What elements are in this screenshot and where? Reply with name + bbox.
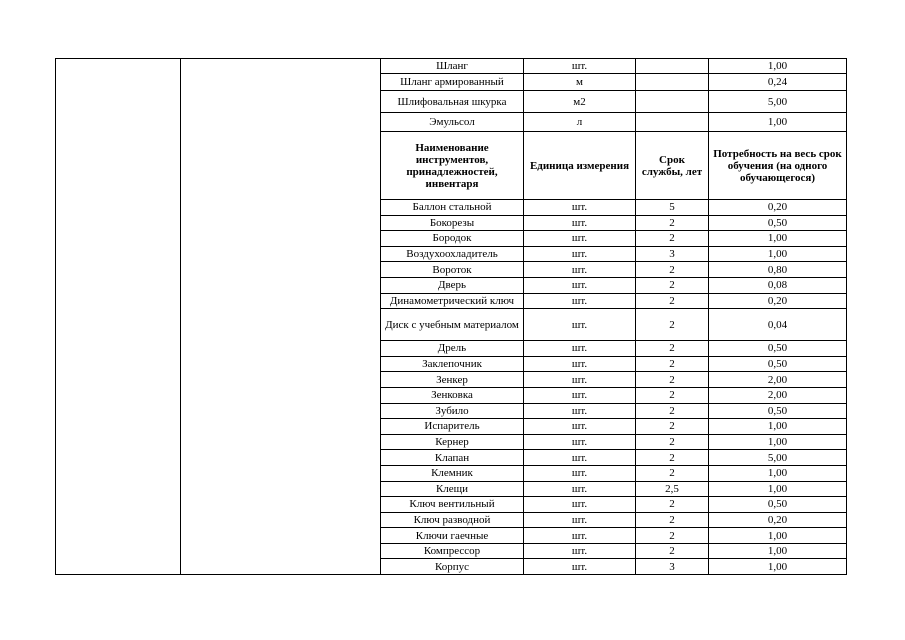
tool-quantity: 2,00	[709, 372, 847, 388]
tool-unit: шт.	[524, 341, 636, 357]
tool-service-life: 2	[636, 419, 709, 435]
empty-column-2	[181, 59, 381, 575]
item-unit: м	[524, 74, 636, 91]
tool-service-life: 2	[636, 403, 709, 419]
tool-service-life: 2,5	[636, 481, 709, 497]
tool-quantity: 0,80	[709, 262, 847, 278]
header-unit: Единица измерения	[524, 132, 636, 200]
tool-service-life: 2	[636, 387, 709, 403]
tool-quantity: 1,00	[709, 246, 847, 262]
tool-unit: шт.	[524, 559, 636, 575]
item-service-life	[636, 113, 709, 132]
tool-service-life: 2	[636, 372, 709, 388]
header-quantity: Потребность на весь срок обучения (на одного обучающегося)	[709, 132, 847, 200]
tool-unit: шт.	[524, 387, 636, 403]
tool-service-life: 2	[636, 543, 709, 559]
tool-unit: шт.	[524, 309, 636, 341]
tool-name: Дверь	[381, 277, 524, 293]
tool-quantity: 1,00	[709, 559, 847, 575]
tool-name: Диск с учебным материалом	[381, 309, 524, 341]
tool-quantity: 0,04	[709, 309, 847, 341]
tool-service-life: 3	[636, 559, 709, 575]
tool-quantity: 1,00	[709, 419, 847, 435]
tool-service-life: 2	[636, 215, 709, 231]
tool-unit: шт.	[524, 465, 636, 481]
tool-service-life: 2	[636, 528, 709, 544]
tool-name: Клапан	[381, 450, 524, 466]
tool-unit: шт.	[524, 543, 636, 559]
item-name: Шланг	[381, 59, 524, 74]
item-service-life	[636, 74, 709, 91]
table-row	[56, 59, 847, 74]
tool-unit: шт.	[524, 512, 636, 528]
tool-unit: шт.	[524, 246, 636, 262]
item-name: Эмульсол	[381, 113, 524, 132]
header-service-life: Срок службы, лет	[636, 132, 709, 200]
tool-name: Динамометрический ключ	[381, 293, 524, 309]
tool-quantity: 2,00	[709, 387, 847, 403]
tool-quantity: 1,00	[709, 528, 847, 544]
tool-name: Зубило	[381, 403, 524, 419]
empty-column-1	[56, 59, 181, 575]
tool-quantity: 5,00	[709, 450, 847, 466]
tool-unit: шт.	[524, 200, 636, 216]
tool-service-life: 2	[636, 434, 709, 450]
tool-quantity: 0,50	[709, 403, 847, 419]
tool-unit: шт.	[524, 262, 636, 278]
tool-quantity: 0,20	[709, 200, 847, 216]
tool-quantity: 0,08	[709, 277, 847, 293]
tool-unit: шт.	[524, 372, 636, 388]
tool-name: Вороток	[381, 262, 524, 278]
item-quantity: 5,00	[709, 91, 847, 113]
tool-name: Ключ разводной	[381, 512, 524, 528]
tool-name: Корпус	[381, 559, 524, 575]
tool-unit: шт.	[524, 434, 636, 450]
tool-service-life: 2	[636, 262, 709, 278]
tool-name: Воздухоохладитель	[381, 246, 524, 262]
tool-name: Заклепочник	[381, 356, 524, 372]
item-quantity: 1,00	[709, 59, 847, 74]
tool-unit: шт.	[524, 277, 636, 293]
tool-name: Компрессор	[381, 543, 524, 559]
tool-unit: шт.	[524, 419, 636, 435]
tool-quantity: 1,00	[709, 434, 847, 450]
tool-quantity: 1,00	[709, 481, 847, 497]
tool-unit: шт.	[524, 403, 636, 419]
item-service-life	[636, 59, 709, 74]
item-unit: м2	[524, 91, 636, 113]
item-quantity: 1,00	[709, 113, 847, 132]
tool-name: Баллон стальной	[381, 200, 524, 216]
tool-name: Клещи	[381, 481, 524, 497]
tool-unit: шт.	[524, 215, 636, 231]
tool-name: Зенковка	[381, 387, 524, 403]
item-unit: шт.	[524, 59, 636, 74]
tool-unit: шт.	[524, 231, 636, 247]
tool-name: Ключ вентильный	[381, 497, 524, 513]
tool-unit: шт.	[524, 356, 636, 372]
tool-service-life: 2	[636, 309, 709, 341]
tool-service-life: 3	[636, 246, 709, 262]
tool-name: Испаритель	[381, 419, 524, 435]
item-quantity: 0,24	[709, 74, 847, 91]
tool-quantity: 1,00	[709, 543, 847, 559]
tool-service-life: 2	[636, 356, 709, 372]
tool-quantity: 0,50	[709, 215, 847, 231]
tool-unit: шт.	[524, 450, 636, 466]
item-unit: л	[524, 113, 636, 132]
tool-unit: шт.	[524, 481, 636, 497]
tool-name: Бородок	[381, 231, 524, 247]
tool-unit: шт.	[524, 528, 636, 544]
tool-quantity: 0,20	[709, 512, 847, 528]
tool-service-life: 2	[636, 465, 709, 481]
requirements-table	[55, 58, 847, 575]
tool-name: Бокорезы	[381, 215, 524, 231]
tool-name: Клемник	[381, 465, 524, 481]
tool-quantity: 1,00	[709, 465, 847, 481]
tool-quantity: 1,00	[709, 231, 847, 247]
item-service-life	[636, 91, 709, 113]
tool-name: Ключи гаечные	[381, 528, 524, 544]
tool-name: Зенкер	[381, 372, 524, 388]
tool-service-life: 2	[636, 450, 709, 466]
tool-service-life: 2	[636, 277, 709, 293]
tool-quantity: 0,20	[709, 293, 847, 309]
tool-service-life: 5	[636, 200, 709, 216]
tool-name: Кернер	[381, 434, 524, 450]
tool-service-life: 2	[636, 512, 709, 528]
tool-service-life: 2	[636, 293, 709, 309]
item-name: Шлифовальная шкурка	[381, 91, 524, 113]
tool-service-life: 2	[636, 231, 709, 247]
header-name: Наименование инструментов, принадлежностей, инвентаря	[381, 132, 524, 200]
item-name: Шланг армированный	[381, 74, 524, 91]
tool-service-life: 2	[636, 341, 709, 357]
tool-quantity: 0,50	[709, 497, 847, 513]
tool-unit: шт.	[524, 497, 636, 513]
tool-service-life: 2	[636, 497, 709, 513]
tool-quantity: 0,50	[709, 341, 847, 357]
tool-name: Дрель	[381, 341, 524, 357]
tool-quantity: 0,50	[709, 356, 847, 372]
tool-unit: шт.	[524, 293, 636, 309]
